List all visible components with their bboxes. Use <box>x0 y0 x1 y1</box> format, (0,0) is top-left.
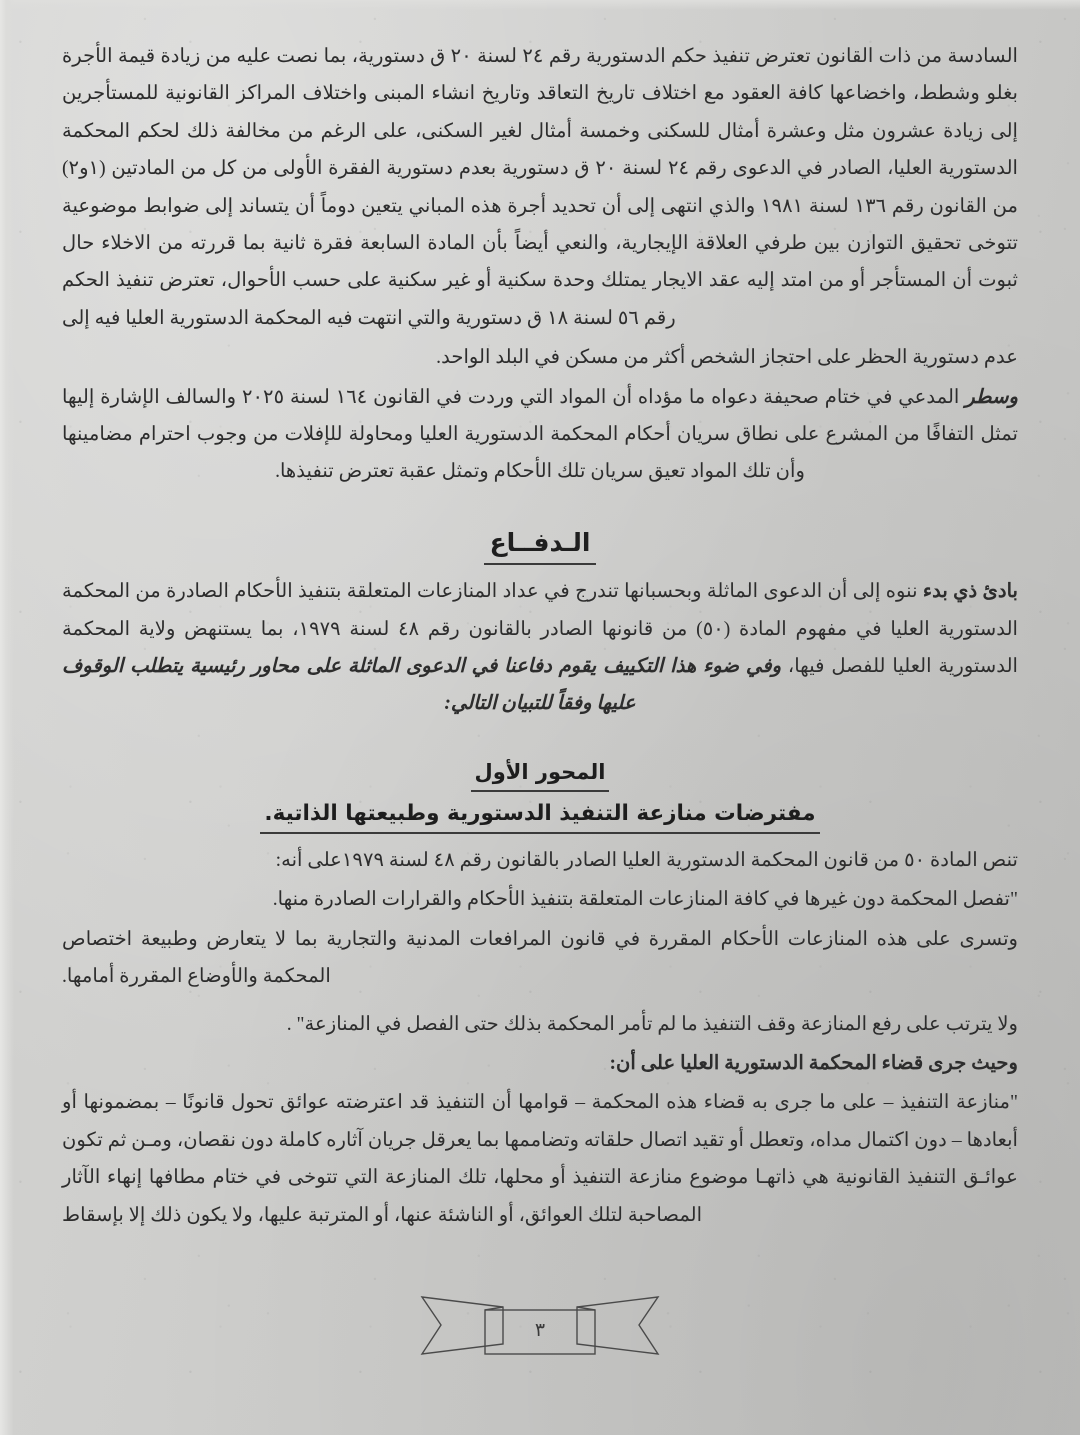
heading-axis-one: المحور الأول <box>471 759 610 792</box>
paragraph-2: عدم دستورية الحظر على احتجاز الشخص أكثر من مسكن في البلد الواحد. <box>436 347 1018 369</box>
paragraph-9-lead: وحيث جرى قضاء المحكمة الدستورية العليا على أن: <box>609 1053 1018 1075</box>
paragraph-1: السادسة من ذات القانون تعترض تنفيذ حكم الدستورية رقم ٢٤ لسنة ٢٠ ق دستورية، بما نصت عليه من زيادة قيمة الأجرة بغلو وشطط، واخضاعها كافة العقود مع اختلاف تاريخ التعاقد وتاريخ انشاء المبنى واختلاف المراكز القانونية للمستأجرين إلى زيادة عشرون مثل وعشرة أمثال للسكنى وخمسة أمثال لغير السكنى، على الرغم من مخالفة ذلك لحكم المحكمة الدستورية العليا، الصادر في الدعوى رقم ٢٤ لسنة ٢٠ ق دستورية بعدم دستورية الفقرة الأولى من كل من المادتين (١و٢) من القانون رقم ١٣٦ لسنة ١٩٨١ والذي انتهى إلى أن تحديد أجرة هذه المباني يتعين دوماً أن يتساند إلى ضوابط موضوعية تتوخى تحقيق التوازن بين طرفي العلاقة الإيجارية، والنعي أيضاً بأن المادة السابعة فقرة ثانية بما قررته من الاخلاء حال ثبوت أن المستأجر أو من امتد إليه عقد الايجار يمتلك وحدة سكنية أو غير سكنية على حسب الأحوال، تعترض تنفيذ الحكم رقم ٥٦ لسنة ١٨ ق دستورية والتي انتهت فيه المحكمة الدستورية العليا فيه إلى <box>62 46 1019 329</box>
page-number-ribbon-wrap <box>0 1292 1080 1374</box>
paragraph-4-lead: بادئ ذي بدء <box>922 581 1019 603</box>
heading-axis-one-sub-wrap <box>62 800 1018 834</box>
paragraph-4-italic: وفي ضوء هذا التكييف يقوم دفاعنا في الدعوى الماثلة على محاور رئيسية يتطلب الوقوف عليها وفقاً للتبيان التالي: <box>62 655 782 715</box>
paragraph-4-rest: ننوه إلى أن الدعوى الماثلة وبحسبانها تندرج في عداد المنازعات المتعلقة بتنفيذ الأحكام الصادرة من المحكمة الدستورية العليا في مفهوم المادة (٥٠) من قانونها الصادر بالقانون رقم ٤٨ لسنة ١٩٧٩، بما يستنهض ولاية المحكمة الدستورية العليا للفصل فيها، <box>62 581 1019 677</box>
page-left-edge <box>0 0 14 1435</box>
paragraph-8: ولا يترتب على رفع المنازعة وقف التنفيذ ما لم تأمر المحكمة بذلك حتى الفصل في المنازعة" . <box>286 1013 1018 1035</box>
paragraph-9 <box>62 1045 1018 1082</box>
paragraph-3-rest: المدعي في ختام صحيفة دعواه ما مؤداه أن المواد التي وردت في القانون ١٦٤ لسنة ٢٠٢٥ والسالف الإشارة إليها تمثل التفافًا من المشرع على نطاق سريان أحكام المحكمة الدستورية العليا ومحاولة للإفلات من وجوب احترام مضامينها وأن تلك المواد تعيق سريان تلك الأحكام وتمثل عقبة تعترض تنفيذها. <box>62 386 1018 483</box>
page-top-edge <box>0 0 1080 10</box>
page-number: ٣ <box>534 1320 546 1341</box>
paragraph-3-lead: وسطر <box>965 386 1018 408</box>
heading-axis-one-sub: مفترضات منازعة التنفيذ الدستورية وطبيعتها الذاتية. <box>260 800 819 834</box>
paragraph-4 <box>62 573 1018 723</box>
page-number-ribbon <box>415 1292 665 1374</box>
paragraph-5: تنص المادة ٥٠ من قانون المحكمة الدستورية العليا الصادر بالقانون رقم ٤٨ لسنة ١٩٧٩على أنه: <box>275 849 1018 871</box>
paragraph-7: وتسرى على هذه المنازعات الأحكام المقررة في قانون المرافعات المدنية والتجارية بما لا يتعارض وطبيعة اختصاص المحكمة والأوضاع المقررة أمامها. <box>62 928 1018 988</box>
paragraph-10: "منازعة التنفيذ – على ما جرى به قضاء هذه المحكمة – قوامها أن التنفيذ قد اعترضته عوائق تحول قانونًا – بمضمونها أو أبعادها – دون اكتمال مداه، وتعطل أو تقيد اتصال حلقاته وتضاممها بما يعرقل جريان آثاره كاملة دون نقصان، ومـن ثم تكون عوائـق التنفيذ القانونية هي ذاتهـا موضوع منازعة التنفيذ أو محلها، تلك المنازعة التي تتوخى في ختام مطافها إنهاء الآثار المصاحبة لتلك العوائق، أو الناشئة عنها، أو المترتبة عليها، ولا يكون ذلك إلا بإسقاط <box>62 1092 1018 1226</box>
document-body <box>62 38 1018 1236</box>
heading-defense: الـدفــاع <box>484 527 597 565</box>
paragraph-6: "تفصل المحكمة دون غيرها في كافة المنازعات المتعلقة بتنفيذ الأحكام والقرارات الصادرة منها. <box>272 889 1018 911</box>
heading-axis-one-wrap <box>62 759 1018 792</box>
heading-defense-wrap <box>62 527 1018 565</box>
paragraph-3 <box>62 379 1018 491</box>
